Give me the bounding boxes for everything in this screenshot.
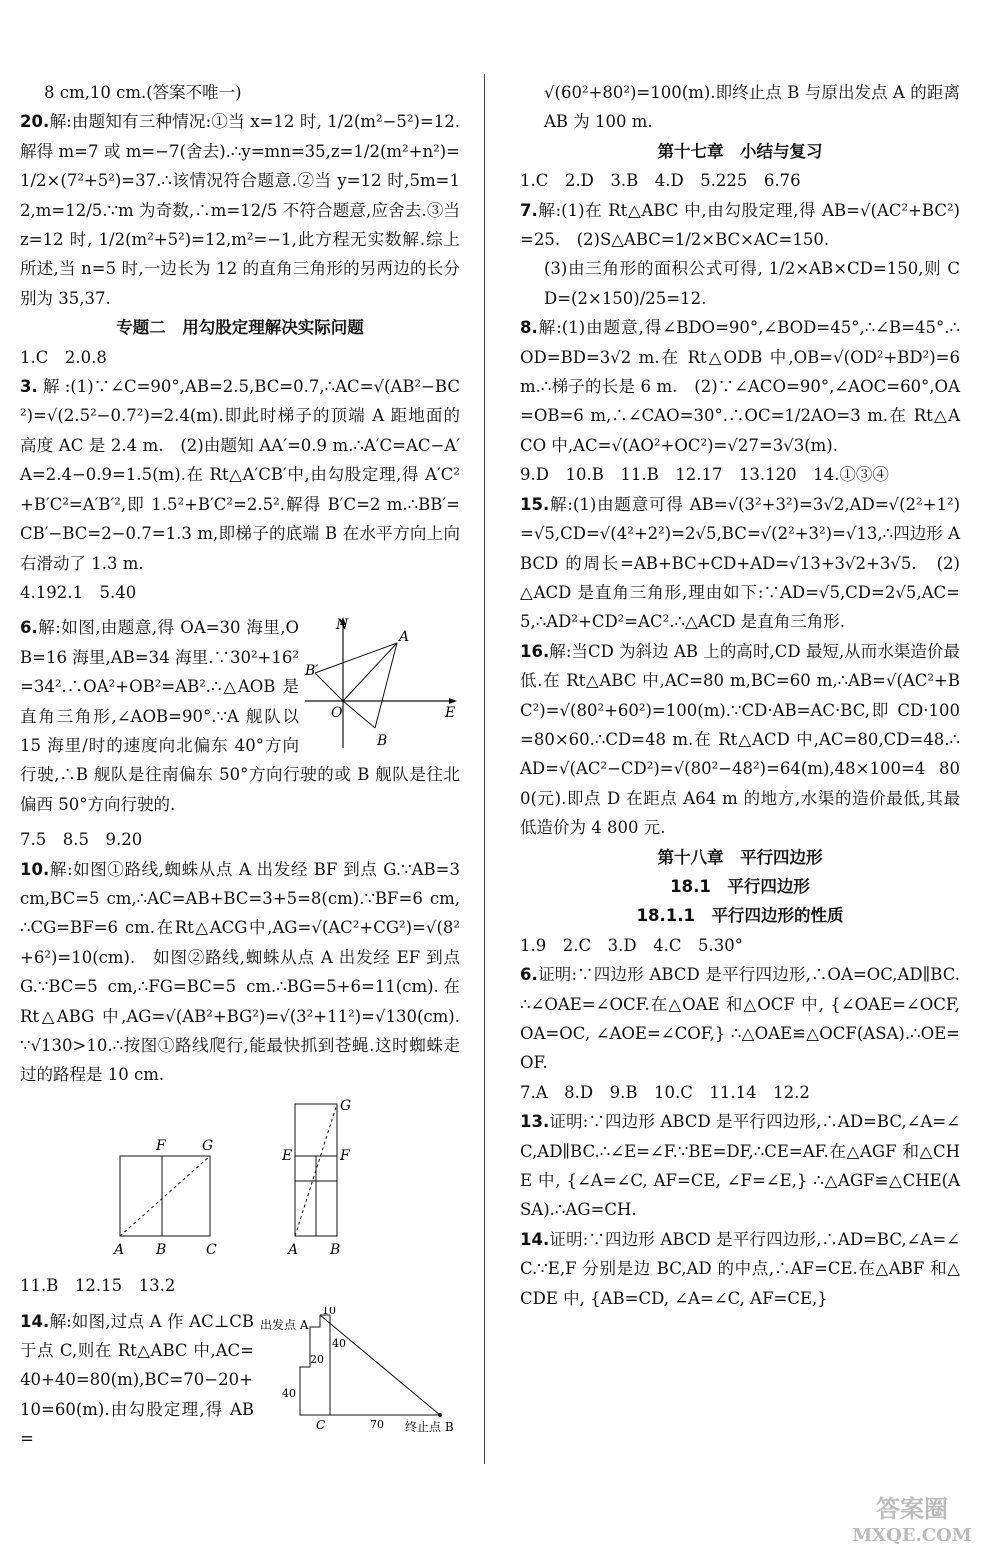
watermark-title: 答案圈 — [876, 1494, 948, 1523]
answer-text: 证明:∵四边形 ABCD 是平行四边形,∴OA=OC,AD∥BC.∴∠OAE=∠OCF.在△OAE 和△OCF 中, {∠OAE=∠OCF, OA=OC, ∠AOE=∠COF,} ∴△OAE≌△OCF(ASA).∴OE=OF. — [520, 965, 960, 1073]
answer-text: 证明:∵四边形 ABCD 是平行四边形,∴AD=BC,∠A=∠C.∵E,F 分别是边 BC,AD 的中点,∴AF=CE.在△ABF 和△CDE 中, {AB=CD, ∠A=∠C, AF=CE,} — [520, 1229, 960, 1308]
answer-text: 解:如图,过点 A 作 AC⊥CB 于点 C,则在 Rt△ABC 中,AC=40+40=80(m),BC=70−20+10=60(m).由勾股定理,得 AB= — [20, 1311, 254, 1449]
column-divider — [484, 74, 485, 1464]
answer-text: 8 cm,10 cm.(答案不唯一) — [44, 83, 242, 102]
q6-block — [20, 613, 460, 819]
fig2-f-label: F — [340, 1147, 350, 1164]
answer-text: 证明:∵四边形 ABCD 是平行四边形,∴AD=BC,∠A=∠C,AD∥BC.∴∠E=∠F.∵BE=DF,∴CE=AF.在△AGF 和△CHE 中, {∠A=∠C, AF=CE, ∠F=∠E,} ∴△AGF≌△CHE(ASA).∴AG=CH. — [520, 1112, 960, 1220]
answer-text: 1.9 2.C 3.D 4.C 5.30° — [520, 935, 743, 955]
answer-text: 解:(1)由题意,得∠BDO=90°,∠BOD=45°,∴∠B=45°.∴OD=BD=3√2 m.在 Rt△ODB 中,OB=√(OD²+BD²)=6 m.∴梯子的长是 6 m. (2)∵∠ACO=90°,∠AOC=60°,OA=OB=6 m,∴∠CAO=30°.∴OC=1/2AO=3 m.在 Rt△ACO 中,AC=√(AO²+OC²)=√27=3√3(m). — [520, 318, 960, 455]
answer-paragraph — [20, 825, 460, 854]
question-number: 13. — [520, 1112, 550, 1132]
answer-paragraph — [520, 490, 960, 637]
section-heading: 专题二 用勾股定理解决实际问题 — [116, 318, 364, 338]
answer-text: 解:(1)∵∠C=90°,AB=2.5,BC=0.7,∴AC=√(AB²−BC²)=√(2.5²−0.7²)=2.4(m).即此时梯子的顶端 A 距地面的高度 AC 是 2.4 m. (2)由题知 AA′=0.9 m.∴A′C=AC−A′A=2.4−0.9=1.5(m).在 Rt△A′CB′中,由勾股定理,得 A′C²+B′C²=A′B′²,即 1.5²+B′C²=2.5².解得 B′C=2 m.∴BB′=CB′−BC=2−0.7=1.3 m,即梯子的底端 B 在水平方向上向右滑动了 1.3 m. — [20, 377, 460, 573]
start-point-label: 出发点 A — [260, 1317, 309, 1332]
answer-paragraph — [520, 460, 960, 489]
question-number: 3. — [20, 377, 38, 397]
answer-paragraph — [520, 313, 960, 460]
watermark-logo — [832, 1489, 992, 1547]
watermark-url: MXQE.COM — [852, 1525, 972, 1546]
east-label: E — [445, 705, 456, 722]
answer-text: 解:(1)由题意可得 AB=√(3²+3²)=3√2,AD=√(2²+1²)=√5,CD=√(4²+2²)=2√5,BC=√(2²+3²)=√13,∴四边形 ABCD 的周长=AB+BC+CD+AD=√13+3√2+3√5. (2)△ACD 是直角三角形,理由如下:∵AD=√5,CD=2√5,AC=5,∴AD²+CD²=AC².∴△ACD 是直角三角形. — [520, 494, 960, 632]
point-c-label: C — [316, 1417, 326, 1432]
seg-10-label: 10 — [322, 1306, 336, 1317]
answer-paragraph — [20, 372, 460, 578]
answer-paragraph — [520, 196, 960, 255]
seg-40b-label: 40 — [282, 1386, 296, 1400]
question-number: 14. — [520, 1229, 550, 1249]
point-b-label: B — [377, 733, 388, 750]
fig2-b-label: B — [330, 1241, 341, 1256]
answer-text: 解:当CD 为斜边 AB 上的高时,CD 最短,从而水渠造价最低.在 Rt△ABC 中,AC=80 m,BC=60 m,∴AB=√(AC²+BC²)=√(80²+60²)=100(m).∵CD·AB=AC·BC,即 CD·100=80×60.∴CD=48 m.在 Rt△ACD 中,AC=80,CD=48.∴AD=√(AC²−CD²)=√(80²−48²)=64(m),48×100=4 800(元).即点 D 在距点 A64 m 的地方,水渠的造价最低,其最低造价为 4 800 元. — [520, 641, 960, 838]
question-number: 14. — [20, 1311, 50, 1331]
answer-paragraph — [520, 960, 960, 1078]
answer-text: 解:如图,由题意,得 OA=30 海里,OB=16 海里,AB=34 海里.∵30²+16²=34².∴OA²+OB²=AB².∴△AOB 是直角三角形,∠AOB=90°.∵A 舰队以 15 海里/时的速度向北偏东 40°方向行驶,∴B 舰队是往南偏东 50°方向行驶的或 B 舰队是往北偏西 50°方向行驶的. — [20, 618, 460, 814]
answer-paragraph — [20, 343, 460, 372]
end-point-label: 终止点 B — [405, 1419, 454, 1432]
answer-paragraph — [520, 637, 960, 843]
seg-70-label: 70 — [370, 1417, 384, 1431]
answer-paragraph — [20, 855, 460, 1090]
answer-text: 解:由题知有三种情况:①当 x=12 时, 1/2(m²−5²)=12.解得 m=7 或 m=−7(舍去).∴y=mn=35,z=1/2(m²+n²)=1/2×(7²+5²)=37.∴该情况符合题意.②当 y=12 时,5m=12,m=12/5.∵m 为奇数,∴m=12/5 不符合题意,应舍去.③当 z=12 时, 1/2(m²+5²)=12,m²=−1,此方程无实数解.综上所述,当 n=5 时,一边长为 12 的直角三角形的另两边的长分别为 35,37. — [20, 112, 460, 308]
path-diagram — [260, 1307, 460, 1432]
answer-text: 1.C 2.0.8 — [20, 347, 107, 367]
question-number: 6. — [20, 618, 38, 638]
question-number: 10. — [20, 859, 50, 879]
section-heading: 第十七章 小结与复习 — [657, 141, 823, 161]
question-number: 7. — [520, 200, 538, 220]
question-number: 15. — [520, 494, 550, 514]
answer-text: (3)由三角形的面积公式可得, 1/2×AB×CD=150,则 CD=(2×150)/25=12. — [544, 259, 960, 308]
answer-paragraph — [20, 107, 460, 313]
question-number: 8. — [520, 318, 538, 338]
answer-paragraph — [520, 1078, 960, 1107]
question-number: 16. — [520, 641, 550, 661]
point-a-label: A — [399, 629, 410, 646]
bearing-diagram — [305, 613, 460, 753]
answer-text: √(60²+80²)=100(m).即终止点 B 与原出发点 A 的距离 AB 为 100 m. — [544, 83, 960, 132]
answer-paragraph — [520, 78, 960, 137]
answer-paragraph — [520, 1225, 960, 1313]
fig1-b-label: B — [156, 1241, 167, 1256]
question-number: 6. — [520, 965, 538, 985]
fig1-a-label: A — [114, 1241, 125, 1256]
answer-text: 9.D 10.B 11.B 12.17 13.120 14.①③④ — [520, 465, 889, 485]
seg-40-label: 40 — [332, 1336, 346, 1350]
answer-text: 11.B 12.15 13.2 — [20, 1276, 176, 1296]
left-column — [20, 78, 460, 1460]
fig2-g-label: G — [340, 1097, 352, 1114]
question-number: 20. — [20, 112, 50, 132]
answer-text: 7.A 8.D 9.B 10.C 11.14 12.2 — [520, 1082, 810, 1102]
north-label: N — [336, 617, 349, 634]
cuboid-unfold-figures — [20, 1096, 460, 1256]
answer-text: 解:(1)在 Rt△ABC 中,由勾股定理,得 AB=√(AC²+BC²)=25. (2)S△ABC=1/2×BC×AC=150. — [520, 200, 960, 250]
section-heading: 18.1.1 平行四边形的性质 — [636, 906, 844, 926]
answer-paragraph — [520, 254, 960, 313]
fig2-e-label: E — [282, 1147, 293, 1164]
fig2-a-label: A — [288, 1241, 299, 1256]
seg-20-label: 20 — [310, 1352, 324, 1366]
section-heading: 18.1 平行四边形 — [670, 876, 810, 896]
answer-paragraph — [520, 1107, 960, 1225]
answer-text: 7.5 8.5 9.20 — [20, 830, 143, 850]
point-o-label: O — [331, 705, 343, 722]
section-heading: 第十八章 平行四边形 — [657, 847, 823, 867]
right-column — [520, 78, 960, 1313]
q14-block — [20, 1307, 460, 1454]
point-b-prime-label: B′ — [305, 663, 319, 680]
q10-figures — [20, 1096, 460, 1265]
answer-text: 4.192.1 5.40 — [20, 582, 137, 602]
fig1-c-label: C — [206, 1241, 217, 1256]
answer-paragraph — [20, 578, 460, 607]
fig1-g-label: G — [202, 1137, 214, 1154]
answer-text: 1.C 2.D 3.B 4.D 5.225 6.76 — [520, 171, 801, 191]
answer-paragraph — [520, 931, 960, 960]
answer-paragraph — [520, 166, 960, 195]
answer-paragraph — [20, 78, 460, 107]
answer-paragraph — [20, 1271, 460, 1300]
answer-text: 解:如图①路线,蜘蛛从点 A 出发经 BF 到点 G.∵AB=3 cm,BC=5 cm,∴AC=AB+BC=3+5=8(cm).∵BF=6 cm,∴CG=BF=6 cm.在Rt△ACG中,AG=√(AC²+CG²)=√(8²+6²)=10(cm). 如图②路线,蜘蛛从点 A 出发经 EF 到点 G.∵BC=5 cm,∴FG=BC=5 cm.∴BG=5+6=11(cm).在 Rt△ABG 中,AG=√(AB²+BG²)=√(3²+11²)=√130(cm).∵√130>10.∴按图①路线爬行,能最快抓到苍蝇.这时蜘蛛走过的路程是 10 cm. — [20, 859, 460, 1085]
fig1-f-label: F — [156, 1137, 166, 1154]
